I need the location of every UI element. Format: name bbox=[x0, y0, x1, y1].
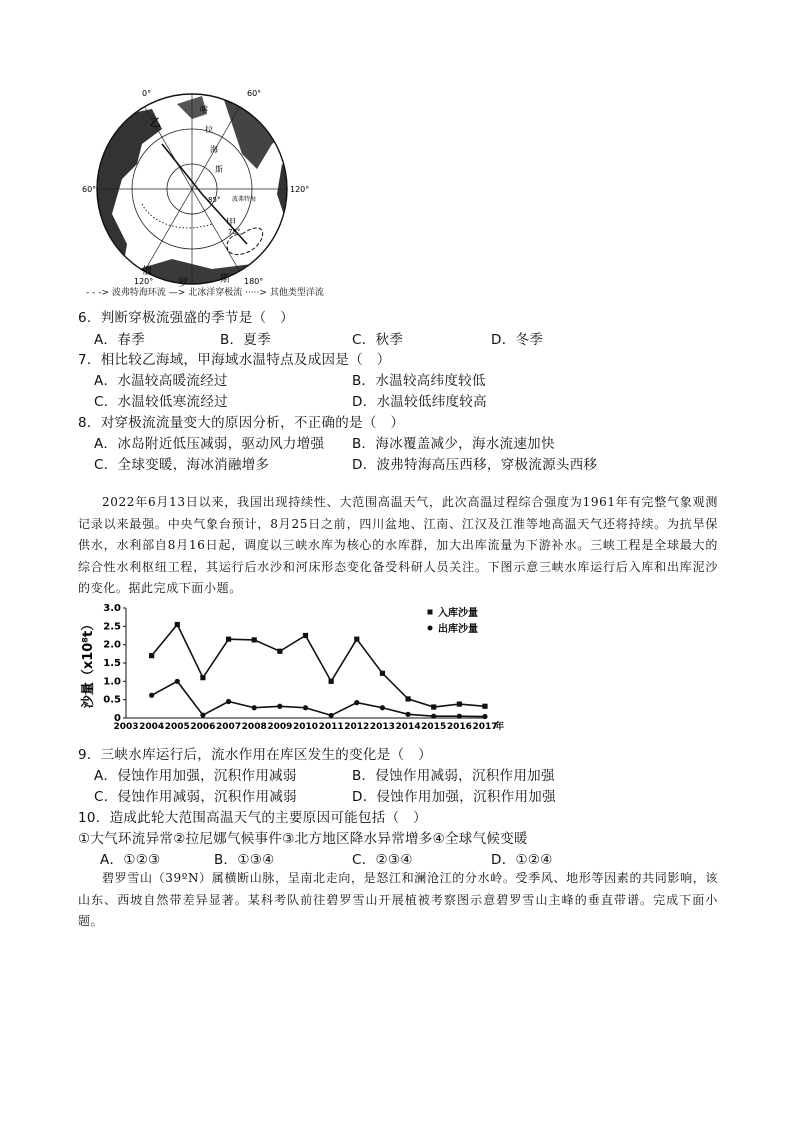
series-line-outflow bbox=[152, 681, 485, 716]
lon-label: 120° bbox=[290, 185, 310, 194]
series-line-inflow bbox=[152, 625, 485, 708]
question-6-option-b[interactable]: B．夏季 bbox=[220, 332, 271, 348]
lon-label: 60° bbox=[82, 185, 97, 194]
sediment-chart bbox=[80, 600, 540, 740]
x-tick-label: 2009 bbox=[267, 722, 293, 732]
sea-label: 波弗特海 bbox=[232, 196, 257, 203]
question-8-option-a[interactable]: A．冰岛附近低压减弱，驱动风力增强 bbox=[94, 436, 325, 452]
data-point-inflow bbox=[405, 696, 410, 701]
land-label: 俄 bbox=[142, 266, 152, 277]
land-label: 斯 bbox=[220, 274, 230, 285]
question-10-stem: 10．造成此轮大范围高温天气的主要原因可能包括（ ） bbox=[78, 810, 427, 826]
question-10-option-a[interactable]: A．①②③ bbox=[100, 852, 161, 868]
question-7-stem: 7．相比较乙海域，甲海域水温特点及成因是（ ） bbox=[78, 352, 391, 368]
y-axis-label: 沙量（x10⁸t） bbox=[81, 617, 96, 709]
legend-label: 入库沙量 bbox=[438, 608, 478, 619]
sea-label: 斯 bbox=[215, 165, 223, 174]
data-point-outflow bbox=[482, 714, 487, 719]
sea-label: 海 bbox=[210, 145, 218, 154]
data-point-inflow bbox=[354, 637, 359, 642]
data-point-inflow bbox=[329, 679, 334, 684]
y-tick-label: 2.5 bbox=[103, 621, 121, 633]
question-6-option-d[interactable]: D．冬季 bbox=[491, 332, 544, 348]
x-tick-label: 2012 bbox=[344, 722, 370, 732]
legend-marker-square bbox=[428, 610, 433, 615]
data-point-outflow bbox=[303, 705, 308, 710]
data-point-outflow bbox=[200, 712, 205, 717]
data-point-inflow bbox=[200, 675, 205, 680]
data-point-outflow bbox=[252, 705, 257, 710]
question-9-option-b[interactable]: B．侵蚀作用减弱，沉积作用加强 bbox=[352, 768, 555, 784]
lon-label: 180° bbox=[244, 277, 264, 286]
question-10-option-d[interactable]: D．①②④ bbox=[491, 852, 553, 868]
x-tick-label: 2007 bbox=[216, 722, 242, 732]
lat-label: 85° bbox=[208, 196, 221, 204]
question-6-option-c[interactable]: C．秋季 bbox=[352, 332, 404, 348]
legend-solid-arrow-icon: —> bbox=[168, 288, 186, 298]
legend-beaufort-gyre: 波弗特海环流 bbox=[111, 288, 166, 298]
data-point-inflow bbox=[431, 704, 436, 709]
y-tick-label: 1.0 bbox=[103, 676, 121, 688]
y-tick-label: 2.0 bbox=[103, 639, 121, 651]
legend-dotted-icon: ·····> bbox=[245, 288, 267, 298]
question-8-stem: 8．对穿极流流量变大的原因分析，不正确的是（ ） bbox=[78, 415, 405, 431]
x-tick-label: 2011 bbox=[318, 722, 344, 732]
question-7-option-a[interactable]: A．水温较高暖流经过 bbox=[94, 373, 228, 389]
question-9-option-d[interactable]: D．侵蚀作用加强，沉积作用加强 bbox=[352, 789, 556, 805]
arctic-current-map bbox=[82, 84, 332, 306]
lat-label: 75° bbox=[228, 228, 241, 236]
data-point-outflow bbox=[354, 700, 359, 705]
lon-label: 120° bbox=[134, 277, 154, 286]
legend-label: 出库沙量 bbox=[438, 624, 478, 635]
legend-other-currents: 其他类型洋流 bbox=[269, 288, 324, 298]
x-tick-label: 2008 bbox=[241, 722, 267, 732]
sea-label: 楚科奇海 bbox=[272, 244, 297, 251]
data-point-inflow bbox=[303, 633, 308, 638]
y-tick-label: 0 bbox=[114, 713, 121, 724]
question-10-option-b[interactable]: B．①③④ bbox=[214, 852, 275, 868]
data-point-inflow bbox=[380, 671, 385, 676]
question-6-stem: 6．判断穿极流强盛的季节是（ ） bbox=[78, 310, 294, 326]
x-tick-label: 2016 bbox=[446, 722, 472, 732]
question-7-option-b[interactable]: B．水温较高纬度较低 bbox=[352, 373, 486, 389]
land-label: 罗 bbox=[178, 278, 188, 289]
lon-label: 0° bbox=[142, 89, 152, 98]
question-7-option-c[interactable]: C．水温较低寒流经过 bbox=[94, 394, 228, 410]
data-point-outflow bbox=[175, 679, 180, 684]
y-tick-label: 0.5 bbox=[103, 694, 121, 706]
question-8-option-c[interactable]: C．全球变暖，海冰消融增多 bbox=[94, 457, 270, 473]
y-tick-label: 1.5 bbox=[103, 658, 121, 669]
x-tick-label: 2003 bbox=[113, 722, 139, 732]
question-10-statements: ①大气环流异常②拉尼娜气候事件③北方地区降水异常增多④全球气候变暖 bbox=[78, 831, 528, 847]
sea-label: 喀 bbox=[200, 105, 208, 114]
passage-biluo-mountain: 碧罗雪山（39ºN）属横断山脉，呈南北走向，是怒江和澜沧江的分水岭。受季风、地形等因素的共同影响，该山东、西坡自然带差异显著。某科考队前往碧罗雪山开展植被考察图示意碧罗雪山主峰的垂直带谱。完成下面小题。 bbox=[78, 871, 718, 928]
y-tick-label: 3.0 bbox=[103, 603, 121, 614]
passage-heatwave: 2022年6月13日以来，我国出现持续性、大范围高温天气，此次高温过程综合强度为1961年有完整气象观测记录以来最强。中央气象台预计，8月25日之前，四川盆地、江南、江汉及江淮等地高温天气还将持续。为抗旱保供水，水利部自8月16日起，调度以三峡水库为核心的水库群，加大出库流量为下游补水。三峡工程是全球最大的综合性水利枢纽工程，其运行后水沙和河床形态变化备受科研人员关注。下图示意三峡水库运行后入库和出库泥沙的变化。据此完成下面小题。 bbox=[78, 495, 718, 595]
lon-label: 60° bbox=[247, 89, 262, 98]
data-point-outflow bbox=[380, 705, 385, 710]
question-9-option-c[interactable]: C．侵蚀作用减弱，沉积作用减弱 bbox=[94, 789, 297, 805]
question-10-option-c[interactable]: C．②③④ bbox=[352, 852, 413, 868]
data-point-inflow bbox=[482, 704, 487, 709]
data-point-inflow bbox=[457, 701, 462, 706]
question-9-stem: 9．三峡水库运行后，流水作用在库区发生的变化是（ ） bbox=[78, 747, 432, 763]
question-7-option-d[interactable]: D．水温较低纬度较高 bbox=[352, 394, 487, 410]
question-6-option-a[interactable]: A．春季 bbox=[94, 332, 145, 348]
data-point-outflow bbox=[149, 693, 154, 698]
data-point-inflow bbox=[149, 653, 154, 658]
x-tick-label: 2017 bbox=[472, 722, 498, 732]
sea-label: 乙 bbox=[150, 116, 161, 129]
legend-transpolar-drift: 北冰洋穿极流 bbox=[188, 288, 243, 298]
data-point-outflow bbox=[226, 699, 231, 704]
x-tick-label: 2014 bbox=[395, 722, 421, 732]
x-tick-label: 2010 bbox=[292, 722, 319, 732]
data-point-inflow bbox=[175, 622, 180, 627]
question-8-option-d[interactable]: D．波弗特海高压西移，穿极流源头西移 bbox=[352, 457, 598, 473]
x-axis-unit: 年 bbox=[495, 722, 505, 732]
map-legend bbox=[86, 285, 324, 298]
data-point-outflow bbox=[431, 714, 436, 719]
x-tick-label: 2005 bbox=[164, 722, 190, 732]
data-point-outflow bbox=[277, 704, 282, 709]
legend-dash-icon: - - -> bbox=[86, 288, 110, 298]
data-point-inflow bbox=[277, 649, 282, 654]
data-point-inflow bbox=[252, 637, 257, 642]
x-tick-label: 2004 bbox=[139, 722, 165, 732]
question-8-option-b[interactable]: B．海冰覆盖减少，海水流速加快 bbox=[352, 436, 555, 452]
sea-label: 甲 bbox=[226, 218, 236, 229]
data-point-inflow bbox=[226, 637, 231, 642]
data-point-outflow bbox=[405, 712, 410, 717]
x-tick-label: 2013 bbox=[369, 722, 395, 732]
x-tick-label: 2006 bbox=[190, 722, 216, 732]
legend-marker-circle bbox=[428, 626, 433, 631]
question-9-option-a[interactable]: A．侵蚀作用加强，沉积作用减弱 bbox=[94, 768, 297, 784]
data-point-outflow bbox=[329, 713, 334, 718]
sea-label: 拉 bbox=[205, 125, 213, 134]
data-point-outflow bbox=[457, 714, 462, 719]
x-tick-label: 2015 bbox=[421, 722, 447, 732]
